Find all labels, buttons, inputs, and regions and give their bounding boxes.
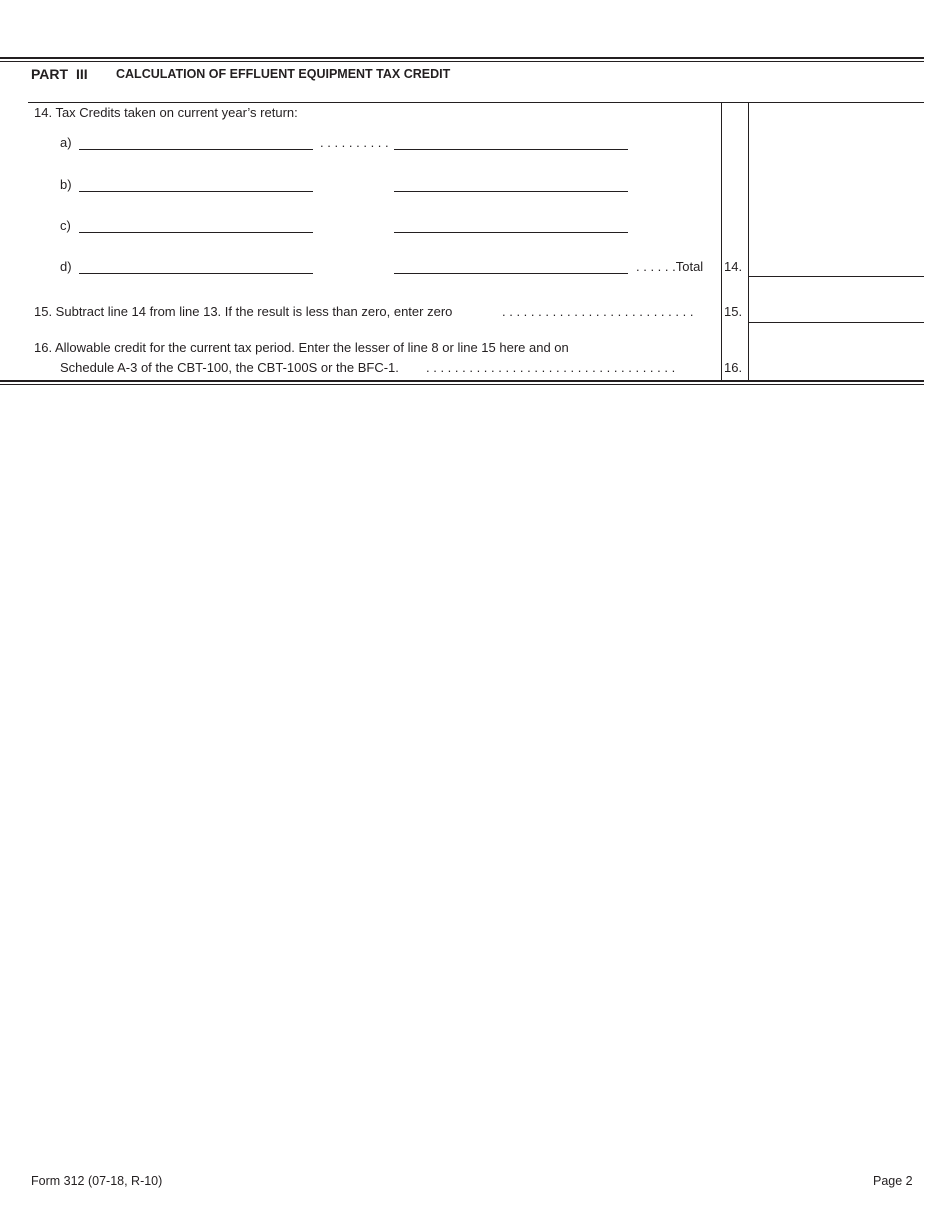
line16-amount-field[interactable]: [749, 352, 924, 380]
line15-leader: . . . . . . . . . . . . . . . . . . . . . . . . . . .: [502, 304, 694, 319]
line14-amount-field[interactable]: [749, 250, 924, 276]
line15-label: 15. Subtract line 14 from line 13. If the result is less than zero, enter zero: [34, 304, 453, 319]
line16-label-1: 16. Allowable credit for the current tax period. Enter the lesser of line 8 or line 15 here and on: [34, 340, 569, 355]
line14-total-label: . . . . . .Total: [636, 259, 704, 274]
line14-rule: [748, 276, 924, 277]
bottom-rule: [0, 380, 924, 382]
part-label: PART III: [31, 66, 88, 82]
line14c-name-field[interactable]: [79, 218, 313, 233]
page-number: Page 2: [873, 1174, 913, 1188]
line14d-amount-field[interactable]: [394, 259, 628, 274]
line16-leader: . . . . . . . . . . . . . . . . . . . . . . . . . . . . . . . . . . .: [426, 360, 676, 375]
line14b-letter: b): [60, 177, 72, 192]
top-rule-inner: [0, 61, 924, 62]
line15-rule: [748, 322, 924, 323]
line15-number: 15.: [724, 304, 743, 319]
part-title: CALCULATION OF EFFLUENT EQUIPMENT TAX CREDIT: [116, 67, 451, 81]
bottom-rule-inner: [0, 384, 924, 385]
line14b-name-field[interactable]: [79, 177, 313, 192]
form-number: Form 312 (07-18, R-10): [31, 1174, 163, 1188]
line14a-amount-field[interactable]: [394, 135, 628, 150]
line14-label: 14. Tax Credits taken on current year’s return:: [34, 105, 298, 120]
line14-number: 14.: [724, 259, 743, 274]
section-top-rule: [28, 102, 924, 103]
line14b-amount-field[interactable]: [394, 177, 628, 192]
line15-amount-field[interactable]: [749, 296, 924, 322]
line14c-amount-field[interactable]: [394, 218, 628, 233]
line14a-letter: a): [60, 135, 72, 150]
top-rule: [0, 57, 924, 59]
line16-number: 16.: [724, 360, 743, 375]
line16-label-2: Schedule A-3 of the CBT-100, the CBT-100S or the BFC-1.: [60, 360, 399, 375]
line14d-name-field[interactable]: [79, 259, 313, 274]
column-divider-right: [748, 102, 749, 382]
line14c-letter: c): [60, 218, 71, 233]
line14a-name-field[interactable]: [79, 135, 313, 150]
line14d-letter: d): [60, 259, 72, 274]
line14a-leader: . . . . . . . . . .: [320, 135, 389, 150]
column-divider-left: [721, 102, 722, 382]
